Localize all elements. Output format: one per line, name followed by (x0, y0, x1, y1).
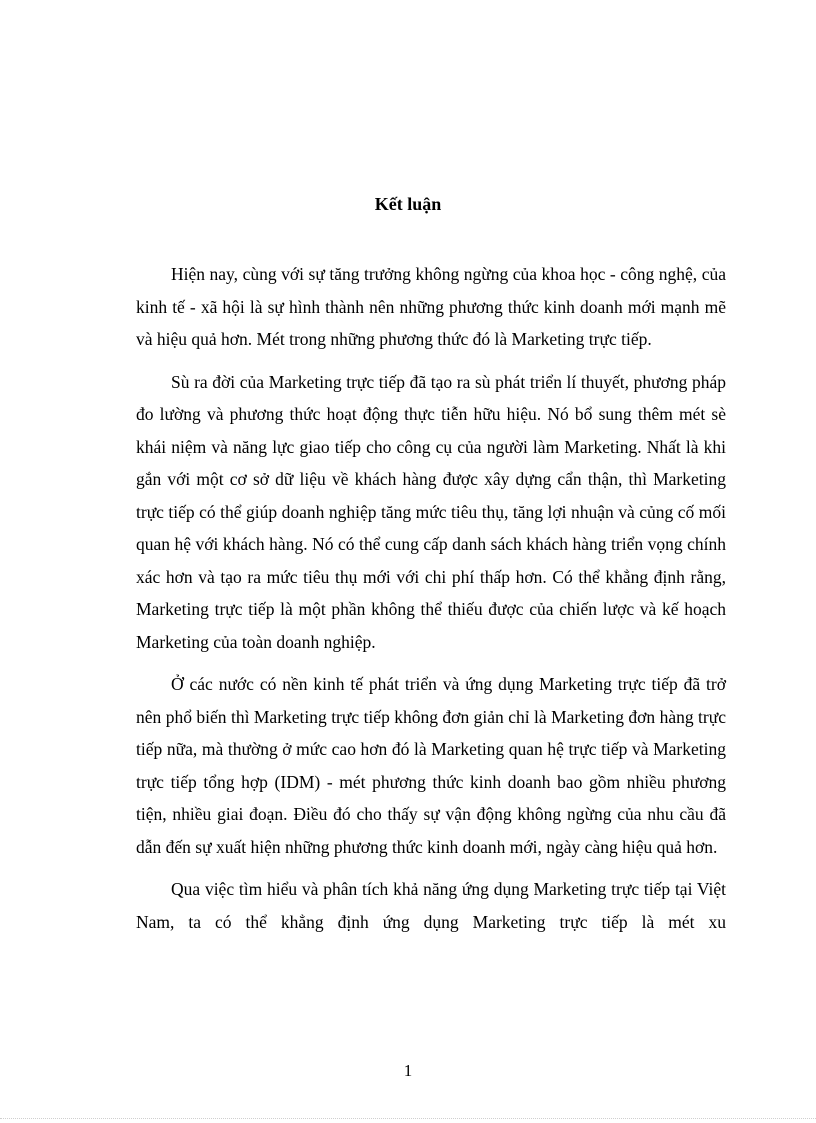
page-title: Kết luận (374, 194, 442, 214)
paragraph-2: Sù ra đời của Marketing trực tiếp đã tạo ra sù phát triển lí thuyết, phương pháp đo lường và phương thức hoạt động thực tiễn hữu hiệu. Nó bổ sung thêm mét sè khái niệm và năng lực giao tiếp cho công cụ của người làm Marketing. Nhất là khi gắn với một cơ sở dữ liệu về khách hàng được xây dựng cẩn thận, thì Marketing trực tiếp có thể giúp doanh nghiệp tăng mức tiêu thụ, tăng lợi nhuận và củng cố mối quan hệ với khách hàng. Nó có thể cung cấp danh sách khách hàng triển vọng chính xác hơn và tạo ra mức tiêu thụ mới với chi phí thấp hơn. Có thể khẳng định rằng, Marketing trực tiếp là một phần không thể thiếu được của chiến lược và kế hoạch Marketing của toàn doanh nghiệp. (136, 371, 726, 652)
paragraph-4: Qua việc tìm hiểu và phân tích khả năng ứng dụng Marketing trực tiếp tại Việt Nam, ta có thể khẳng định ứng dụng Marketing trực tiếp là mét xu (136, 879, 726, 932)
page-number: 1 (403, 1061, 413, 1080)
page-bottom-divider (0, 1118, 816, 1119)
body-text (136, 258, 726, 938)
paragraph-3: Ở các nước có nền kinh tế phát triển và ứng dụng Marketing trực tiếp đã trở nên phổ biến thì Marketing trực tiếp không đơn giản chỉ là Marketing đơn hàng trực tiếp nữa, mà thường ở mức cao hơn đó là Marketing quan hệ trực tiếp và Marketing trực tiếp tổng hợp (IDM) - mét phương thức kinh doanh bao gồm nhiều phương tiện, nhiều giai đoạn. Điều đó cho thấy sự vận động không ngừng của nhu cầu đã dẫn đến sự xuất hiện những phương thức kinh doanh mới, ngày càng hiệu quả hơn. (136, 674, 726, 857)
paragraph-1: Hiện nay, cùng với sự tăng trưởng không ngừng của khoa học - công nghệ, của kinh tế - xã hội là sự hình thành nên những phương thức kinh doanh mới mạnh mẽ và hiệu quả hơn. Mét trong những phương thức đó là Marketing trực tiếp. (136, 264, 726, 349)
